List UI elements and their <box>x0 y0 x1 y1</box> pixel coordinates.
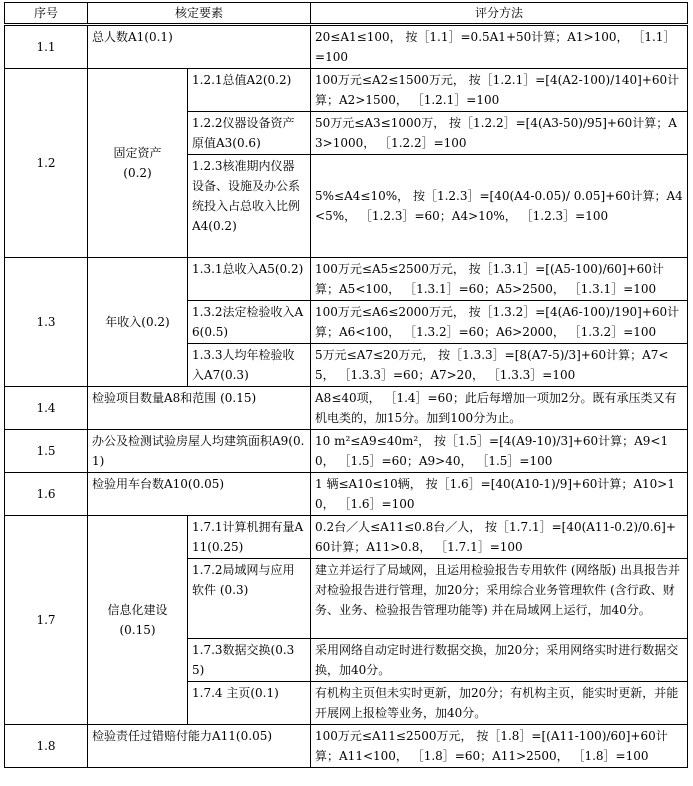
row-method: 10 m²≤A9≤40m²， 按［1.5］=[4(A9-10)/3]+60计算；A9<10， ［1.5］=60；A9>40， ［1.5］=100 <box>311 430 688 473</box>
table-row <box>5 516 688 559</box>
row-method: 采用网络自动定时进行数据交换，加20分；采用网络实时进行数据交换，加40分。 <box>311 639 688 682</box>
row-no: 1.1 <box>5 25 88 69</box>
table-row <box>5 258 688 301</box>
row-method: 1 辆≤A10≤10辆， 按［1.6］=[40(A10-1)/9]+60计算；A10>10， ［1.6］=100 <box>311 473 688 516</box>
row-item: 1.2.1总值A2(0.2) <box>188 69 311 112</box>
row-no: 1.4 <box>5 387 88 430</box>
row-item: 总人数A1(0.1) <box>88 25 311 69</box>
row-item: 1.7.1计算机拥有量A11(0.25) <box>188 516 311 559</box>
row-method: A8≤40项， ［1.4］=60；此后每增加一项加2分。既有承压类又有机电类的，加15分。加到100分为止。 <box>311 387 688 430</box>
row-method: 100万元≤A5≤2500万元， 按［1.3.1］=[(A5-100)/60]+60计算；A5<100， ［1.3.1］=60；A5>2500， ［1.3.1］=100 <box>311 258 688 301</box>
table-row <box>5 69 688 112</box>
table-row <box>5 725 688 768</box>
table-row <box>5 430 688 473</box>
row-method: 100万元≤A6≤2000万元， 按［1.3.2］=[4(A6-100)/190]+60计算；A6<100， ［1.3.2］=60；A6>2000， ［1.3.2］=100 <box>311 301 688 344</box>
table-row <box>5 387 688 430</box>
row-method: 50万元≤A3≤1000万， 按［1.2.2］=[4(A3-50)/95]+60计算；A3>1000， ［1.2.2］=100 <box>311 112 688 155</box>
header-method: 评分方法 <box>311 3 688 25</box>
row-item: 1.3.2法定检验收入A6(0.5) <box>188 301 311 344</box>
row-method: 建立并运行了局域网，且运用检验报告专用软件 (网络版) 出具报告并对检验报告进行管理，加20分；采用综合业务管理软件 (含行政、财务、业务、检验报告管理功能等) 并在局域网上运行，加40分。 <box>311 559 688 639</box>
row-item: 办公及检测试验房屋人均建筑面积A9(0.1) <box>88 430 311 473</box>
row-method: 有机构主页但未实时更新，加20分；有机构主页，能实时更新，并能开展网上报检等业务，加40分。 <box>311 682 688 725</box>
row-group: 信息化建设 (0.15) <box>88 516 188 725</box>
header-no: 序号 <box>5 3 88 25</box>
row-no: 1.3 <box>5 258 88 387</box>
row-method: 20≤A1≤100， 按［1.1］=0.5A1+50计算；A1>100， ［1.1］=100 <box>311 25 688 69</box>
header-row <box>5 3 688 25</box>
row-no: 1.7 <box>5 516 88 725</box>
row-no: 1.8 <box>5 725 88 768</box>
row-group: 固定资产 (0.2) <box>88 69 188 258</box>
row-method: 5%≤A4≤10%， 按［1.2.3］=[40(A4-0.05)/ 0.05]+60计算；A4<5%， ［1.2.3］=60；A4>10%， ［1.2.3］=100 <box>311 155 688 258</box>
row-method: 100万元≤A2≤1500万元， 按［1.2.1］=[4(A2-100)/140]+60计算；A2>1500， ［1.2.1］=100 <box>311 69 688 112</box>
row-item: 检验责任过错赔付能力A11(0.05) <box>88 725 311 768</box>
table-row <box>5 25 688 69</box>
row-item: 1.7.3数据交换(0.35) <box>188 639 311 682</box>
row-method: 0.2台／人≤A11≤0.8台／人， 按［1.7.1］=[40(A11-0.2)/0.6]+60计算；A11>0.8， ［1.7.1］=100 <box>311 516 688 559</box>
row-item: 1.2.3核准期内仪器设备、设施及办公系统投入占总收入比例A4(0.2) <box>188 155 311 258</box>
row-no: 1.6 <box>5 473 88 516</box>
row-item: 检验用车台数A10(0.05) <box>88 473 311 516</box>
row-no: 1.2 <box>5 69 88 258</box>
scoring-table <box>4 2 688 768</box>
header-item: 核定要素 <box>88 3 311 25</box>
row-method: 100万元≤A11≤2500万元， 按［1.8］=[(A11-100)/60]+60计算；A11<100， ［1.8］=60；A11>2500， ［1.8］=100 <box>311 725 688 768</box>
row-item: 1.7.4 主页(0.1) <box>188 682 311 725</box>
table-row <box>5 473 688 516</box>
row-method: 5万元≤A7≤20万元， 按［1.3.3］=[8(A7-5)/3]+60计算；A7<5， ［1.3.3］=60；A7>20， ［1.3.3］=100 <box>311 344 688 387</box>
row-group: 年收入(0.2) <box>88 258 188 387</box>
row-item: 1.7.2局域网与应用软件 (0.3) <box>188 559 311 639</box>
row-item: 检验项目数量A8和范围 (0.15) <box>88 387 311 430</box>
row-no: 1.5 <box>5 430 88 473</box>
row-item: 1.3.3人均年检验收入A7(0.3) <box>188 344 311 387</box>
row-item: 1.3.1总收入A5(0.2) <box>188 258 311 301</box>
row-item: 1.2.2仪器设备资产原值A3(0.6) <box>188 112 311 155</box>
